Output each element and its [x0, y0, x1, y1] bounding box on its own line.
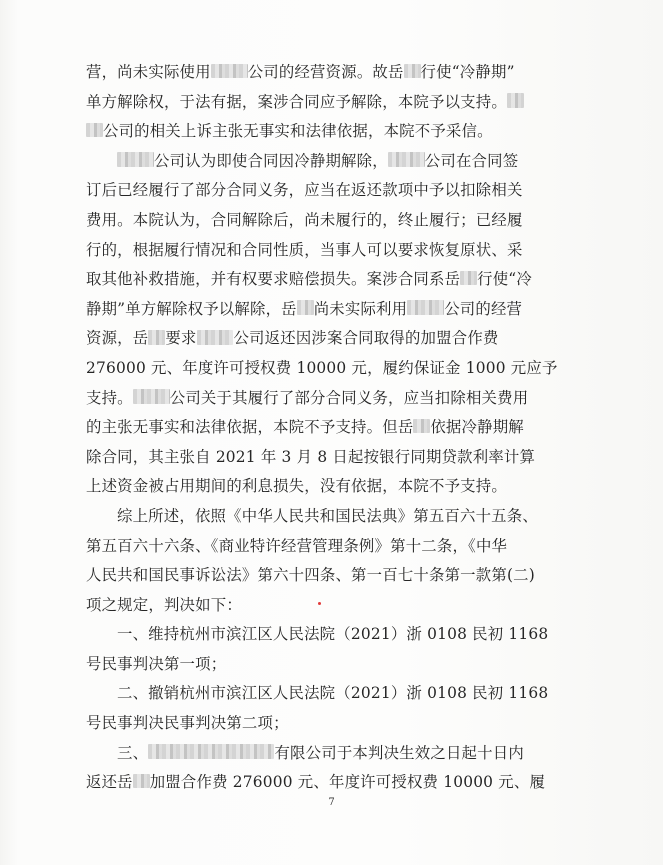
text-segment: 依据冷静期解: [430, 418, 524, 437]
text-segment: 项之规定，判决如下：: [86, 595, 242, 614]
redaction-mark: [133, 389, 170, 404]
text-segment: 除合同，其主张自 2021 年 3 月 8 日起按银行同期贷款利率计算: [86, 447, 536, 466]
text-segment: 订后已经履行了部分合同义务，应当在返还款项中予以扣除相关: [86, 181, 523, 200]
text-segment: 单方解除权，于法有据，案涉合同应予解除，本院予以支持。: [86, 92, 507, 111]
text-line: [86, 709, 586, 739]
text-line: [86, 295, 586, 325]
text-segment: 上述资金被占用期间的利息损失，没有依据，本院不予支持。: [86, 477, 507, 496]
text-segment: 尚未实际利用: [313, 299, 408, 318]
text-segment: 支持。: [86, 388, 133, 407]
text-segment: 取其他补救措施，并有权要求赔偿损失。案涉合同系岳: [86, 270, 461, 289]
text-line: [86, 561, 586, 591]
text-line: [86, 443, 586, 473]
redaction-mark: [133, 774, 150, 789]
text-segment: 综上所述，依照《中华人民共和国民法典》第五百六十五条、: [117, 506, 538, 525]
text-line: [86, 591, 586, 621]
text-segment: 营，尚未实际使用: [86, 63, 211, 81]
text-line: [86, 324, 586, 354]
redaction-mark: [148, 330, 165, 345]
text-line: [86, 58, 586, 88]
judgment-text: [86, 58, 586, 798]
redaction-mark: [297, 300, 314, 315]
text-line: [86, 768, 586, 798]
text-line: [86, 650, 586, 680]
text-segment: 公司的经营: [444, 299, 523, 318]
redaction-mark: [117, 152, 154, 167]
text-line: [86, 354, 586, 384]
text-segment: 号民事判决第一项；: [86, 654, 227, 673]
redaction-mark: [404, 64, 421, 79]
text-line: [86, 206, 586, 236]
text-segment: 公司认为即使合同因冷静期解除，: [153, 151, 388, 170]
text-line: [86, 384, 586, 414]
text-line: [86, 679, 586, 709]
redaction-mark: [507, 93, 524, 108]
text-segment: 静期”单方解除权予以解除，岳: [86, 299, 297, 318]
text-segment: 有限公司于本判决生效之日起十日内: [274, 743, 524, 762]
redaction-mark: [86, 123, 103, 138]
redaction-mark: [460, 271, 477, 286]
text-line: [86, 413, 586, 443]
text-segment: 公司返还因涉案合同取得的加盟合作费: [233, 329, 499, 348]
text-segment: 第五百六十六条、《商业特许经营管理条例》第十二条，《中华: [86, 536, 508, 555]
text-line: [86, 88, 586, 118]
text-line: [86, 117, 586, 147]
text-segment: 276000 元、年度许可授权费 10000 元，履约保证金 1000 元应予: [86, 358, 558, 377]
text-line: [86, 176, 586, 206]
red-ink-mark: [318, 602, 321, 605]
redaction-mark: [197, 330, 234, 345]
redaction-mark: [148, 744, 274, 759]
text-segment: 公司关于其履行了部分合同义务，应当扣除相关费用: [169, 388, 529, 407]
text-line: [86, 532, 586, 562]
text-segment: 行的，根据履行情况和合同性质，当事人可以要求恢复原状、采: [86, 240, 523, 259]
text-line: [86, 739, 586, 769]
text-segment: 行使“冷: [477, 270, 532, 289]
text-segment: 要求: [165, 329, 197, 348]
redaction-mark: [211, 64, 248, 79]
text-line: [86, 620, 586, 650]
text-segment: 返还岳: [86, 773, 133, 792]
text-line: [86, 502, 586, 532]
text-segment: 二、撤销杭州市滨江区人民法院（2021）浙 0108 民初 1168: [117, 684, 549, 703]
redaction-mark: [388, 152, 425, 167]
text-segment: 的主张无事实和法律依据，本院不予支持。但岳: [86, 418, 414, 437]
text-segment: 公司的经营资源。故岳: [247, 63, 404, 81]
redaction-mark: [413, 419, 430, 434]
text-segment: 公司的相关上诉主张无事实和法律依据，本院不予采信。: [102, 122, 493, 141]
text-line: [86, 147, 586, 177]
text-line: [86, 265, 586, 295]
text-segment: 人民共和国民事诉讼法》第六十四条、第一百七十条第一款第(二): [86, 566, 535, 585]
text-line: [86, 236, 586, 266]
text-segment: 加盟合作费 276000 元、年度许可授权费 10000 元、履: [149, 773, 546, 792]
redaction-mark: [407, 300, 444, 315]
text-segment: 号民事判决民事判决第二项；: [86, 714, 289, 733]
text-line: [86, 472, 586, 502]
text-segment: 一、维持杭州市滨江区人民法院（2021）浙 0108 民初 1168: [117, 625, 549, 644]
text-segment: 三、: [117, 743, 149, 762]
page-number: 7: [328, 797, 335, 808]
text-segment: 公司在合同签: [424, 151, 519, 170]
text-segment: 资源，岳: [86, 329, 149, 348]
text-segment: 费用。本院认为，合同解除后，尚未履行的，终止履行；已经履: [86, 210, 523, 229]
text-segment: 行使“冷静期”: [420, 63, 515, 81]
